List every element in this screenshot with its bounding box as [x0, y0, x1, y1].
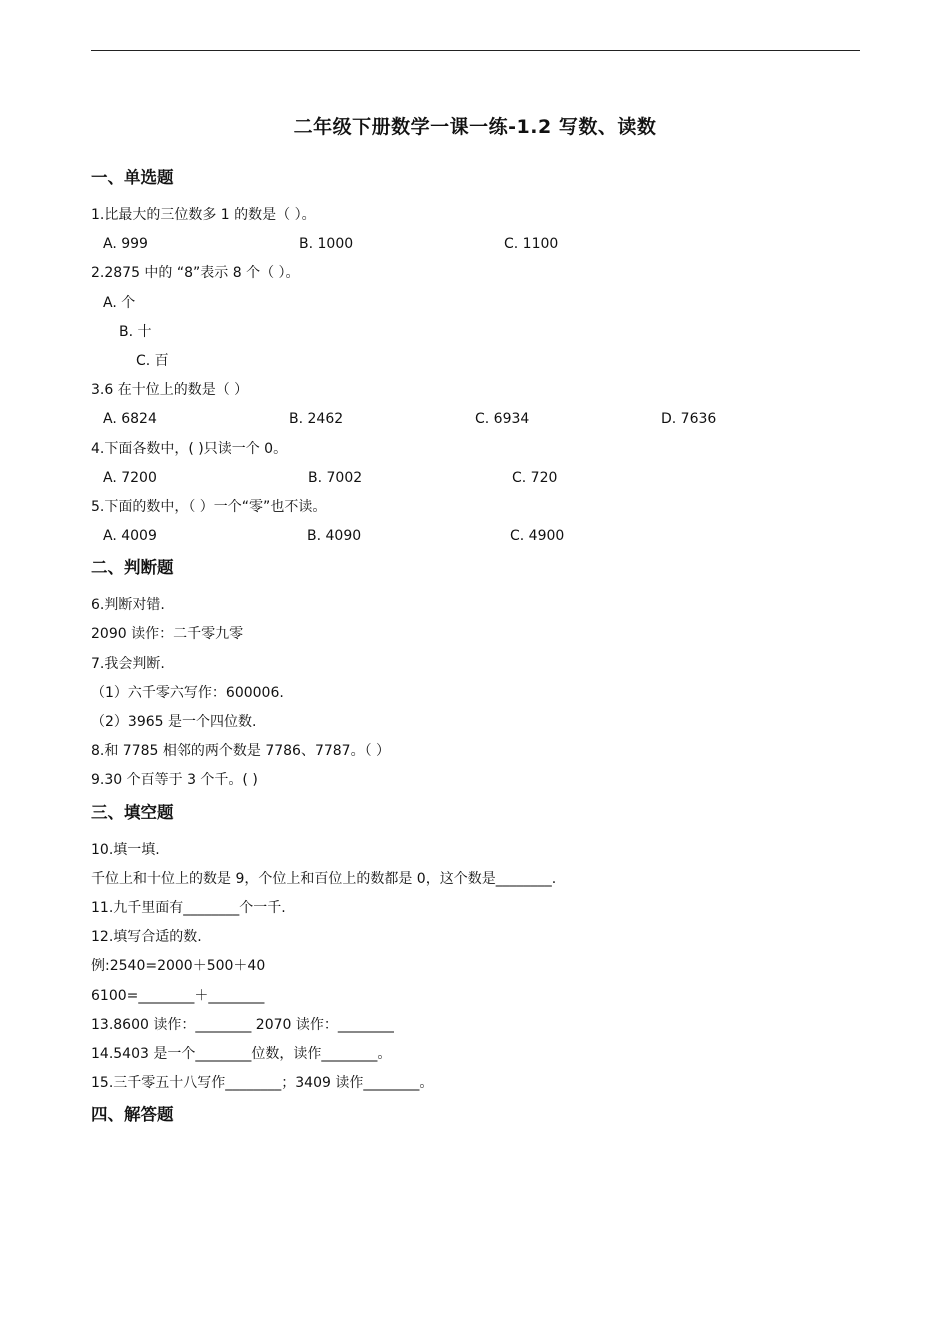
question-5-option-b: B. 4090	[307, 528, 362, 545]
question-6-line-1: 2090 读作：二千零九零	[91, 626, 244, 643]
question-12-line-2: 6100=________＋________	[91, 987, 265, 1004]
section-heading-fill-in: 三、填空题	[91, 802, 174, 822]
question-12-stem: 12.填写合适的数.	[91, 929, 202, 946]
question-13-stem: 13.8600 读作：________ 2070 读作：________	[91, 1016, 394, 1033]
page-title: 二年级下册数学一课一练-1.2 写数、读数	[293, 116, 657, 138]
question-3-option-c: C. 6934	[475, 411, 530, 428]
question-1-option-c: C. 1100	[504, 236, 559, 253]
question-1-stem: 1.比最大的三位数多 1 的数是（ ）。	[91, 207, 316, 223]
question-2-option-b: B. 十	[119, 323, 152, 340]
question-7-line-1: （1）六千零六写作：600006.	[91, 684, 284, 701]
section-heading-short-answer: 四、解答题	[91, 1105, 174, 1125]
question-8-stem: 8.和 7785 相邻的两个数是 7786、7787。（ ）	[91, 743, 391, 760]
question-4-option-b: B. 7002	[308, 469, 363, 486]
worksheet-content	[91, 165, 871, 1142]
question-2-option-c: C. 百	[136, 352, 169, 369]
question-4-options	[91, 468, 871, 497]
question-9-stem: 9.30 个百等于 3 个千。( )	[91, 772, 258, 789]
question-5-option-c: C. 4900	[510, 528, 565, 545]
question-15-stem: 15.三千零五十八写作________；3409 读作________。	[91, 1075, 434, 1092]
question-7-stem: 7.我会判断.	[91, 655, 165, 672]
question-14-stem: 14.5403 是一个________位数，读作________。	[91, 1045, 392, 1062]
question-11-stem: 11.九千里面有________个一千.	[91, 899, 286, 916]
question-3-option-b: B. 2462	[289, 411, 344, 428]
header-rule	[91, 50, 860, 51]
question-12-line-1: 例:2540=2000＋500＋40	[91, 958, 266, 975]
question-5-stem: 5.下面的数中，（ ）一个“零”也不读。	[91, 498, 327, 515]
question-5-options	[91, 526, 871, 555]
question-2-option-a: A. 个	[103, 294, 136, 311]
question-4-stem: 4.下面各数中，( )只读一个 0。	[91, 440, 288, 457]
question-10-stem: 10.填一填.	[91, 841, 160, 858]
question-5-option-a: A. 4009	[103, 528, 157, 545]
question-6-stem: 6.判断对错.	[91, 597, 165, 614]
question-10-line-1: 千位上和十位上的数是 9，个位上和百位上的数都是 0，这个数是________.	[91, 870, 557, 887]
question-3-option-d: D. 7636	[661, 411, 717, 428]
question-2-stem: 2.2875 中的 “8”表示 8 个（ ）。	[91, 265, 300, 282]
question-3-stem: 3.6 在十位上的数是（ ）	[91, 382, 249, 399]
section-heading-true-false: 二、判断题	[91, 558, 174, 578]
question-1-option-b: B. 1000	[299, 236, 354, 253]
question-1-option-a: A. 999	[103, 236, 148, 253]
question-3-options	[91, 409, 871, 438]
question-4-option-c: C. 720	[512, 469, 558, 486]
question-4-option-a: A. 7200	[103, 469, 157, 486]
question-3-option-a: A. 6824	[103, 411, 157, 428]
question-1-options	[91, 234, 871, 263]
question-7-line-2: （2）3965 是一个四位数.	[91, 714, 257, 730]
section-heading-single-choice: 一、单选题	[91, 168, 174, 187]
